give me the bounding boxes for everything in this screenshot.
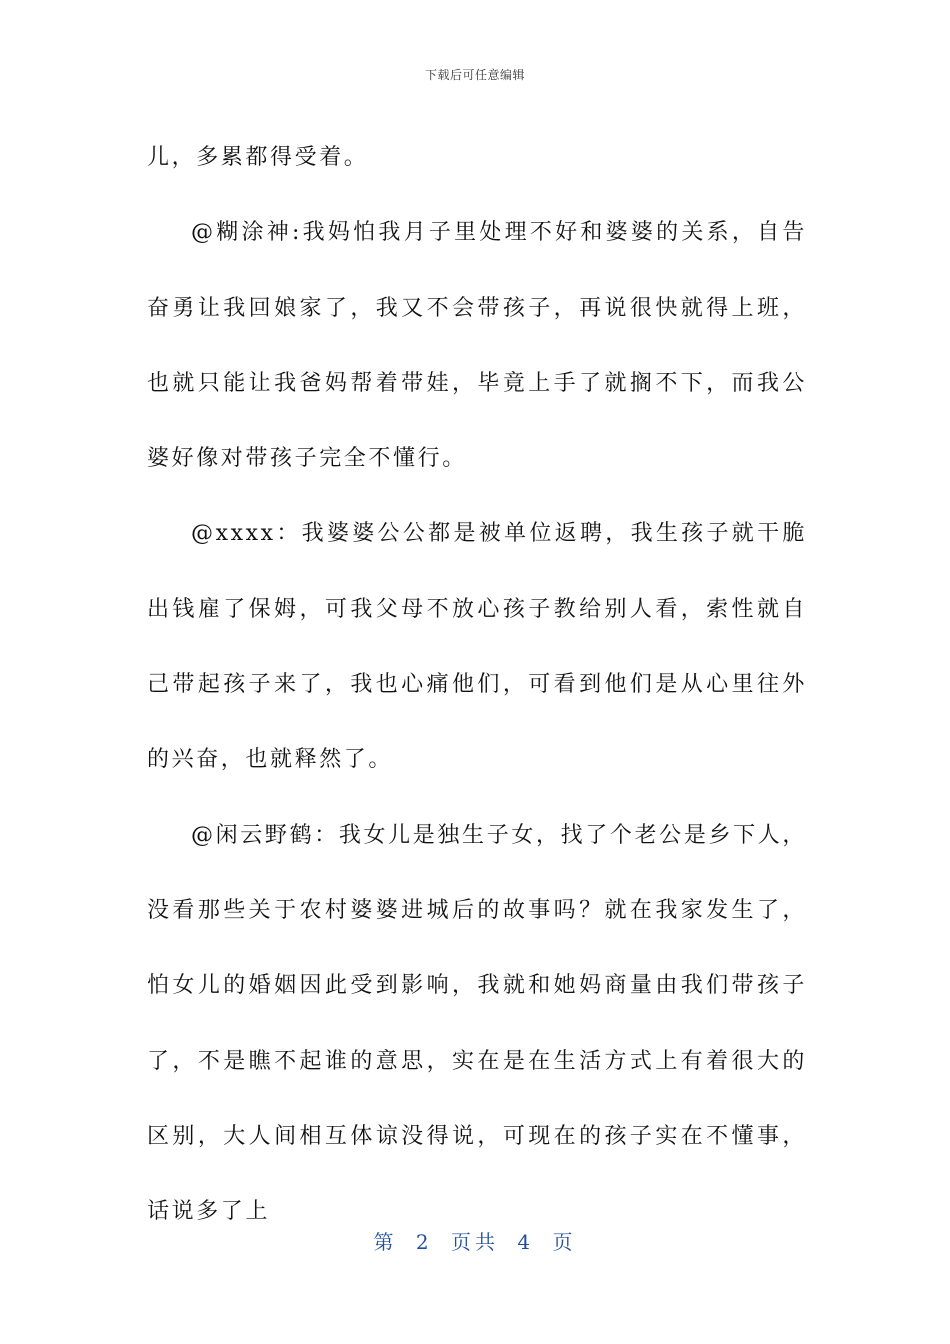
paragraph-xxxx: @xxxx：我婆婆公公都是被单位返聘，我生孩子就干脆出钱雇了保姆，可我父母不放心孩子教给别人看，索性就自己带起孩子来了，我也心痛他们，可看到他们是从心里往外的兴奋，也就释然了。	[147, 521, 807, 773]
footer-label-of: 页共	[451, 1230, 499, 1254]
paragraph-continuation: 儿，多累都得受着。	[147, 145, 369, 170]
paragraph-hutushen: @糊涂神:我妈怕我月子里处理不好和婆婆的关系，自告奋勇让我回娘家了，我又不会带孩子，再说很快就得上班，也就只能让我爸妈帮着带娃，毕竟上手了就搁不下，而我公婆好像对带孩子完全不懂行。	[147, 220, 807, 472]
footer-label-page: 第	[373, 1230, 398, 1254]
page-footer	[0, 1226, 950, 1255]
footer-current-page: 2	[415, 1230, 433, 1254]
document-body	[147, 120, 807, 1249]
page-header: 下载后可任意编辑	[424, 68, 525, 82]
footer-label-pages: 页	[552, 1230, 577, 1254]
footer-total-pages: 4	[517, 1230, 535, 1254]
paragraph-xianyunyehe: @闲云野鹤：我女儿是独生子女，找了个老公是乡下人，没看那些关于农村婆婆进城后的故事吗？就在我家发生了，怕女儿的婚姻因此受到影响，我就和她妈商量由我们带孩子了，不是瞧不起谁的意思，实在是在生活方式上有着很大的区别，大人间相互体谅没得说，可现在的孩子实在不懂事，话说多了上	[147, 822, 807, 1225]
